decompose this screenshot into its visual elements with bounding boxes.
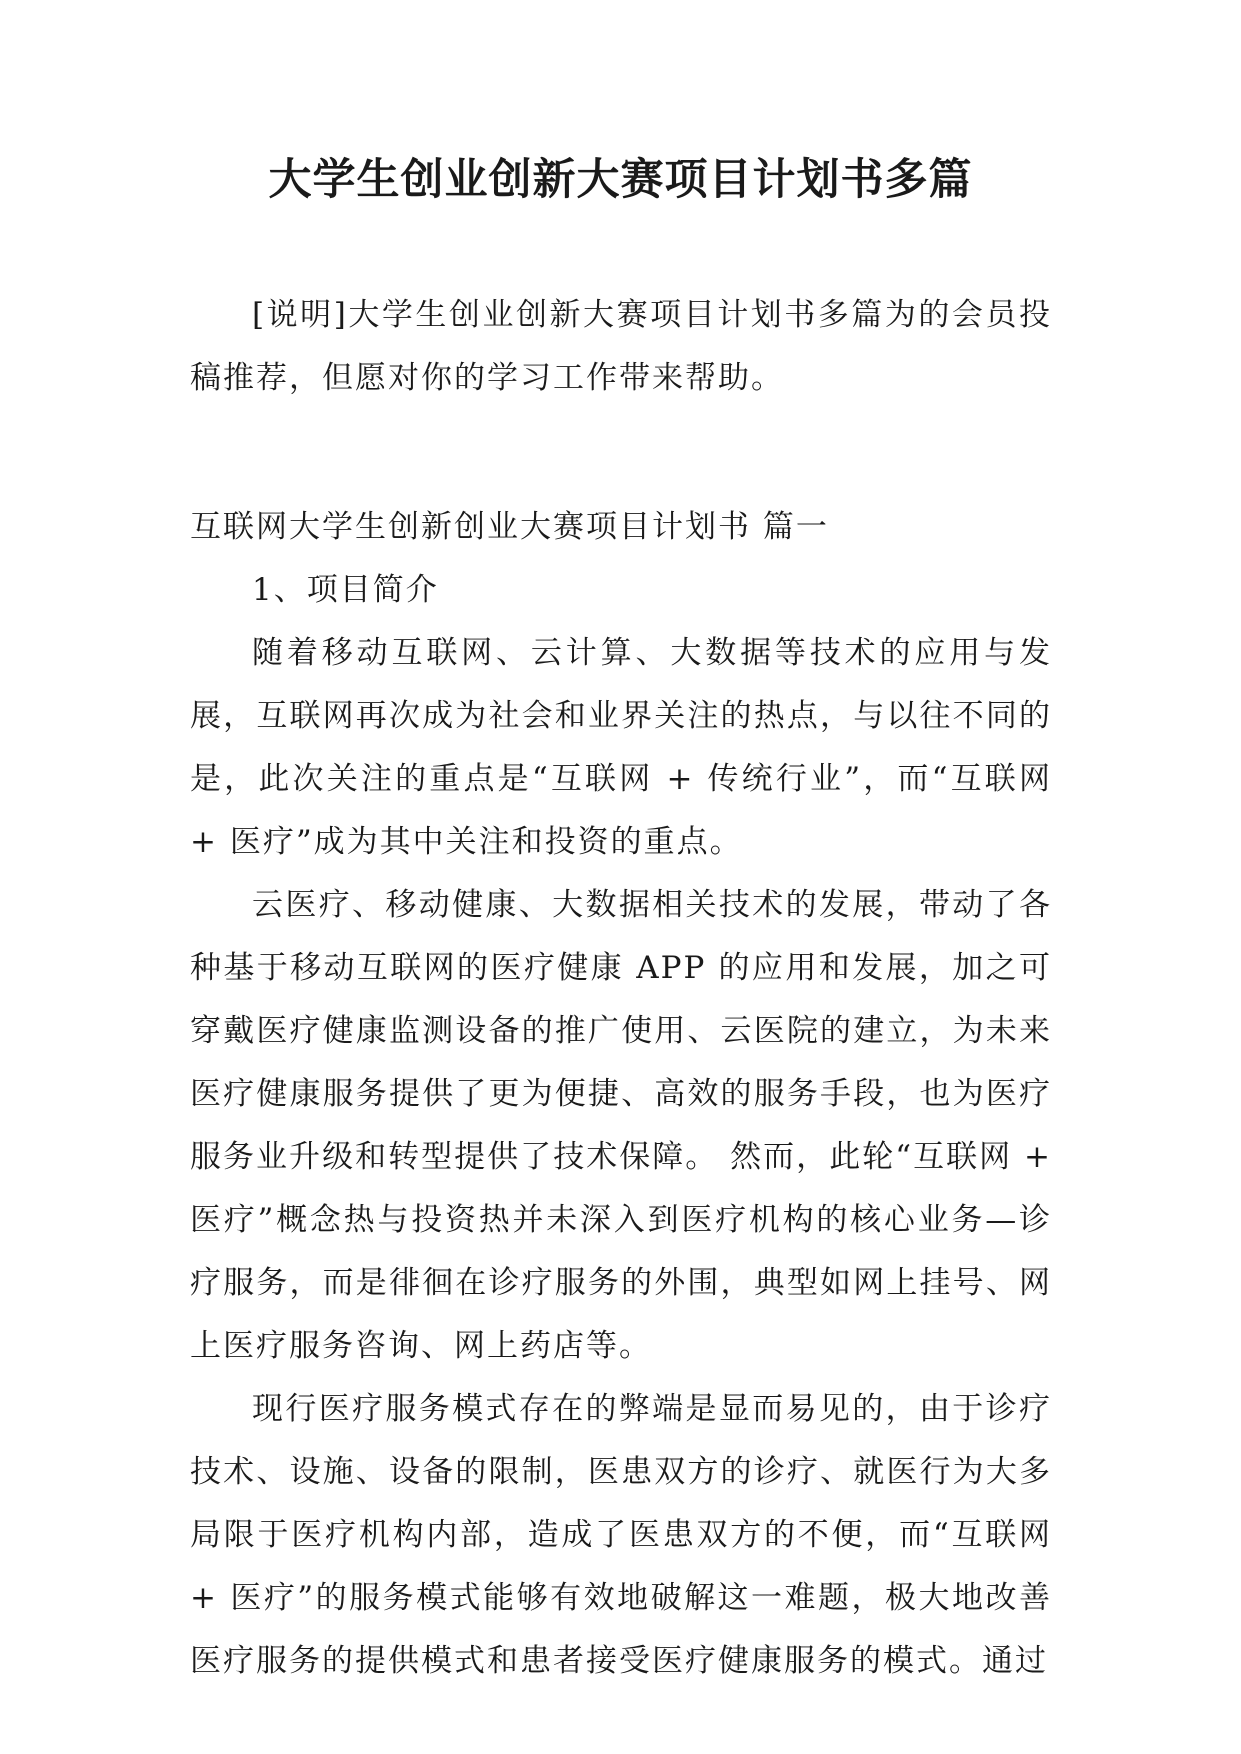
document-title: 大学生创业创新大赛项目计划书多篇: [268, 155, 973, 205]
body-paragraph-3: 现行医疗服务模式存在的弊端是显而易见的，由于诊疗技术、设施、设备的限制，医患双方的诊疗、就医行为大多局限于医疗机构内部，造成了医患双方的不便，而“互联网 + 医疗”的服务模式能够有效地破解这一难题，极大地改善医疗服务的提供模式和患者接受医疗健康服务的模式。通过: [190, 1391, 1052, 1679]
body-paragraph-2: 云医疗、移动健康、大数据相关技术的发展，带动了各种基于移动互联网的医疗健康 APP 的应用和发展，加之可穿戴医疗健康监测设备的推广使用、云医院的建立，为未来医疗健康服务提供了更为便捷、高效的服务手段，也为医疗服务业升级和转型提供了技术保障。 然而，此轮“互联网 + 医疗”概念热与投资热并未深入到医疗机构的核心业务—诊疗服务，而是徘徊在诊疗服务的外围，典型如网上挂号、网上医疗服务咨询、网上药店等。: [190, 887, 1052, 1364]
spacer: [190, 410, 1052, 496]
section-heading: 互联网大学生创新创业大赛项目计划书 篇一: [190, 509, 829, 545]
intro-note: [说明]大学生创业创新大赛项目计划书多篇为的会员投稿推荐，但愿对你的学习工作带来帮助。: [190, 297, 1052, 396]
subheading: 1、项目简介: [252, 572, 439, 608]
body-paragraph-1: 随着移动互联网、云计算、大数据等技术的应用与发展，互联网再次成为社会和业界关注的热点，与以往不同的是，此次关注的重点是“互联网 + 传统行业”，而“互联网 + 医疗”成为其中关注和投资的重点。: [190, 635, 1052, 860]
document-body: [190, 284, 1052, 1693]
